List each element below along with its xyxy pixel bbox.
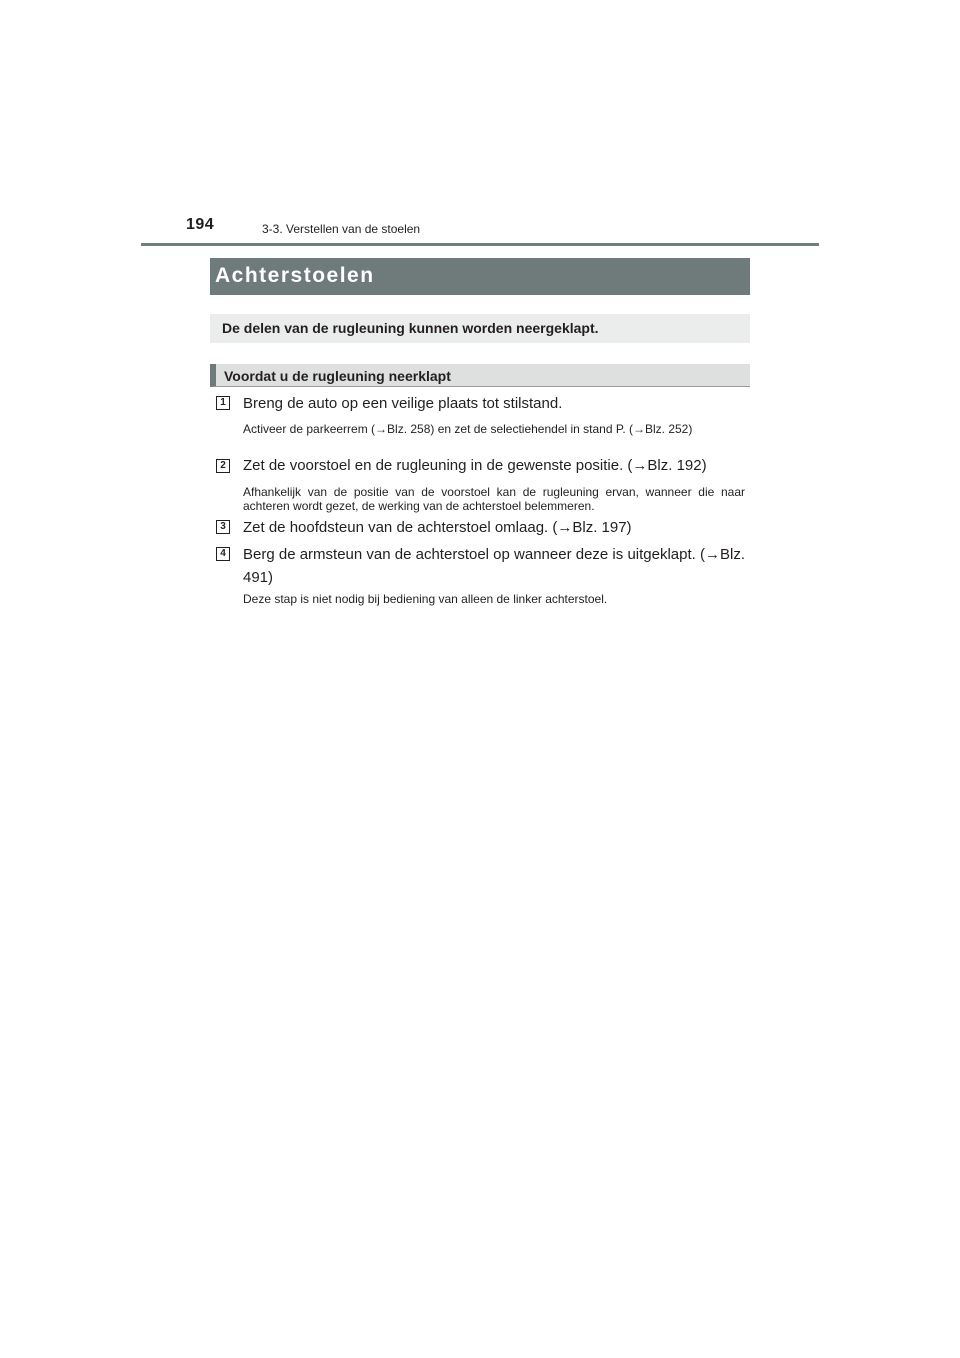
section-intro: De delen van de rugleuning kunnen worden neergeklapt.: [210, 314, 750, 343]
breadcrumb: 3-3. Verstellen van de stoelen: [262, 222, 421, 236]
page-number: 194: [186, 216, 215, 233]
step-2-text: Zet de voorstoel en de rugleuning in de gewenste positie. (→Blz. 192): [243, 457, 707, 474]
step-3-number-badge: 3: [216, 520, 230, 534]
step-4-note: Deze stap is niet nodig bij bediening van alleen de linker achterstoel.: [243, 592, 608, 606]
step-2-number-badge: 2: [216, 459, 230, 473]
step-3-text: Zet de hoofdsteun van de achterstoel omlaag. (→Blz. 197): [243, 519, 632, 536]
subsection-heading: Voordat u de rugleuning neerklapt: [210, 364, 750, 387]
section-title: Achterstoelen: [210, 258, 750, 295]
step-4-text: Berg de armsteun van de achterstoel op wanneer deze is uitgeklapt. (→Blz. 491): [243, 546, 745, 586]
header-divider: [141, 243, 819, 246]
step-2-note: Afhankelijk van de positie van de voorstoel kan de rugleuning ervan, wanneer die naar achteren wordt gezet, de werking van de achterstoel belemmeren.: [243, 485, 745, 513]
step-4-number-badge: 4: [216, 547, 230, 561]
step-1-note: Activeer de parkeerrem (→Blz. 258) en zet de selectiehendel in stand P. (→Blz. 252): [243, 422, 693, 436]
step-1-number-badge: 1: [216, 396, 230, 410]
step-1-text: Breng de auto op een veilige plaats tot stilstand.: [243, 395, 563, 412]
